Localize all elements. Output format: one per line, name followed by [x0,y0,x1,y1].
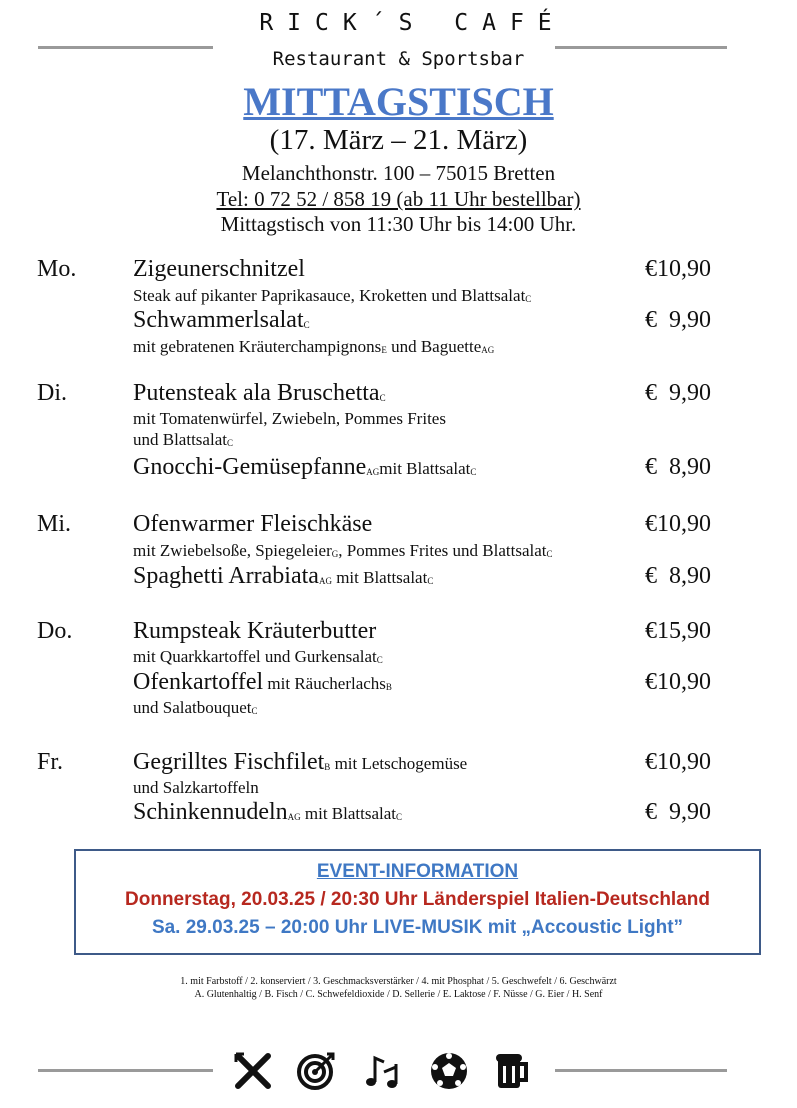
desc-di-1a: mit Tomatenwürfel, Zwiebeln, Pommes Frites [133,409,446,428]
desc-mo-2: mit gebratenen Kräuterchampignons$_E$ und Baguette$_{AG}$ [133,337,495,356]
desc-fr-1: und Salzkartoffeln [133,778,259,797]
dish-fr-2: Schinkennudeln$_{AG}$ mit Blattsalat$_C$ [133,799,403,825]
page-title: MITTAGSTISCH [243,79,554,124]
price-mo-2: € 9,90 [645,307,711,333]
event-line-2: Sa. 29.03.25 – 20:00 Uhr LIVE-MUSIK mit „Accoustic Light” [151,917,684,938]
dish-do-1: Rumpsteak Kräuterbutter [133,618,377,644]
day-label-mi: Mi. [37,511,72,537]
phone-link[interactable]: Tel: 0 72 52 / 858 19 (ab 11 Uhr bestellbar) [216,187,581,211]
music-icon [362,1050,404,1096]
price-fr-2: € 9,90 [645,799,711,825]
dish-mi-2: Spaghetti Arrabiata$_{AG}$ mit Blattsalat$_C$ [133,563,434,589]
day-label-di: Di. [37,380,67,406]
price-mi-1: €10,90 [645,511,711,537]
footnote-line-1: 1. mit Farbstoff / 2. konserviert / 3. Geschmacksverstärker / 4. mit Phosphat / 5. Geschwefelt / 6. Geschwärzt [180,976,617,987]
footnote-line-2: A. Glutenhaltig / B. Fisch / C. Schwefeldioxide / D. Sellerie / E. Laktose / F. Nüsse / G. Eier / H. Senf [194,989,603,1000]
brand-subtitle: Restaurant & Sportsbar [272,48,525,70]
dish-mo-1: Zigeunerschnitzel [133,256,305,282]
day-label-mo: Mo. [37,256,77,282]
address: Melanchthonstr. 100 – 75015 Bretten [241,161,556,185]
bottom-divider-left [38,1069,213,1072]
price-di-1: € 9,90 [645,380,711,406]
date-range: (17. März – 21. März) [269,124,528,156]
bottom-divider-right [555,1069,727,1072]
day-label-fr: Fr. [37,749,64,775]
price-mi-2: € 8,90 [645,563,711,589]
icon-row [232,1050,532,1092]
cutlery-icon [232,1050,274,1096]
price-mo-1: €10,90 [645,256,711,282]
desc-mo-1: Steak auf pikanter Paprikasauce, Kroketten und Blattsalat$_C$ [133,286,532,305]
event-box [74,849,761,955]
event-heading: EVENT-INFORMATION [316,861,519,882]
dish-di-1: Putensteak ala Bruschetta$_C$ [133,380,386,406]
desc-do-1: mit Quarkkartoffel und Gurkensalat$_C$ [133,647,383,666]
soccer-ball-icon [428,1050,470,1096]
dish-fr-1: Gegrilltes Fischfilet$_B$ mit Letschogemüse [133,749,468,775]
desc-mi-1: mit Zwiebelsoße, Spiegeleier$_G$, Pommes Frites und Blattsalat$_C$ [133,541,553,560]
dish-mo-2: Schwammerlsalat$_C$ [133,307,310,333]
dish-mi-1: Ofenwarmer Fleischkäse [133,511,373,537]
event-line-1: Donnerstag, 20.03.25 / 20:30 Uhr Länderspiel Italien-Deutschland [125,889,710,910]
brand-name: RICK´S CAFÉ [259,10,566,36]
price-do-1: €15,90 [645,618,711,644]
beer-mug-icon [492,1050,534,1096]
opening-hours: Mittagstisch von 11:30 Uhr bis 14:00 Uhr. [220,212,577,236]
dish-di-2: Gnocchi-Gemüsepfanne$_{AG}$mit Blattsalat$_C$ [133,454,477,480]
price-di-2: € 8,90 [645,454,711,480]
desc-di-1b: und Blattsalat$_C$ [133,430,233,449]
target-icon [295,1050,337,1096]
price-do-2: €10,90 [645,669,711,695]
dish-do-2: Ofenkartoffel mit Räucherlachs$_B$ [133,669,392,695]
day-label-do: Do. [37,618,73,644]
desc-do-2: und Salatbouquet$_C$ [133,698,258,717]
price-fr-1: €10,90 [645,749,711,775]
